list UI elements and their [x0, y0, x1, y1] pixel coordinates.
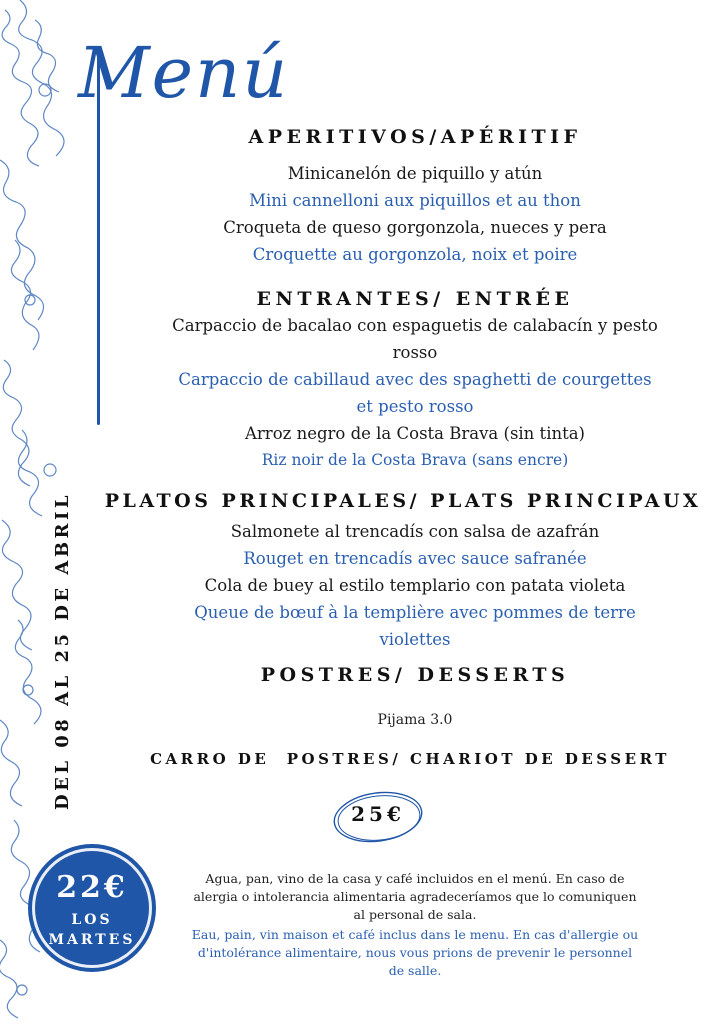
badge-line2: MARTES — [48, 932, 136, 948]
section-heading: APERITIVOS/APÉRITIF — [248, 126, 582, 148]
section-postres — [120, 664, 710, 686]
section-aperitivos — [120, 126, 710, 148]
dish-es: Arroz negro de la Costa Brava (sin tinta) — [245, 424, 585, 443]
dish-es: Cola de buey al estilo templario con patata violeta — [204, 576, 626, 595]
badge-line1: LOS — [71, 912, 113, 928]
dish-fr: Mini cannelloni aux piquillos et au thon — [249, 191, 581, 210]
dessert-cart — [110, 750, 710, 768]
menu-price: 25€ — [351, 802, 405, 826]
section-heading: POSTRES/ DESSERTS — [260, 664, 570, 686]
dish-fr: Croquette au gorgonzola, noix et poire — [252, 245, 578, 264]
section-entrantes — [120, 288, 710, 310]
badge-price: 22€ — [56, 870, 128, 905]
section-heading: ENTRANTES/ ENTRÉE — [256, 288, 574, 310]
note-es: Agua, pan, vino de la casa y café incluidos en el menú. En caso de alergia o intolerancia alimentaria agradeceríamos que lo comuniquen al personal de sala. — [193, 871, 637, 922]
dish-es: Minicanelón de piquillo y atún — [287, 164, 543, 183]
dish-fr: Rouget en trencadís avec sauce safranée — [243, 549, 587, 568]
section-heading: PLATOS PRINCIPALES/ PLATS PRINCIPAUX — [104, 490, 702, 512]
dish-fr: Riz noir de la Costa Brava (sans encre) — [261, 451, 569, 469]
notes — [190, 870, 640, 980]
tuesday-price-badge — [32, 848, 152, 968]
dessert-cart-heading: CARRO DE POSTRES/ CHARIOT DE DESSERT — [150, 750, 670, 768]
section-postres-items — [120, 712, 710, 728]
section-platos — [96, 490, 710, 512]
section-aperitivos-items — [120, 160, 710, 268]
dish-es: Croqueta de queso gorgonzola, nueces y pera — [223, 218, 607, 237]
menu-title: Menú — [78, 32, 290, 114]
dish-es: Salmonete al trencadís con salsa de azafrán — [230, 522, 600, 541]
dish-fr: Queue de bœuf à la templière avec pommes de terre violettes — [194, 603, 636, 649]
note-fr: Eau, pain, vin maison et café inclus dans le menu. En cas d'allergie ou d'intolérance alimentaire, nous vous prions de prevenir le personnel de salle. — [191, 927, 639, 978]
dish-fr: Carpaccio de cabillaud avec des spaghetti de courgettes et pesto rosso — [178, 370, 652, 416]
section-entrantes-items — [130, 312, 700, 474]
dish-es: Carpaccio de bacalao con espaguetis de calabacín y pesto rosso — [172, 316, 658, 362]
date-range-vertical: DEL 08 AL 25 DE ABRIL — [52, 491, 73, 810]
dish-es: Pijama 3.0 — [377, 712, 453, 728]
section-platos-items — [120, 518, 710, 653]
